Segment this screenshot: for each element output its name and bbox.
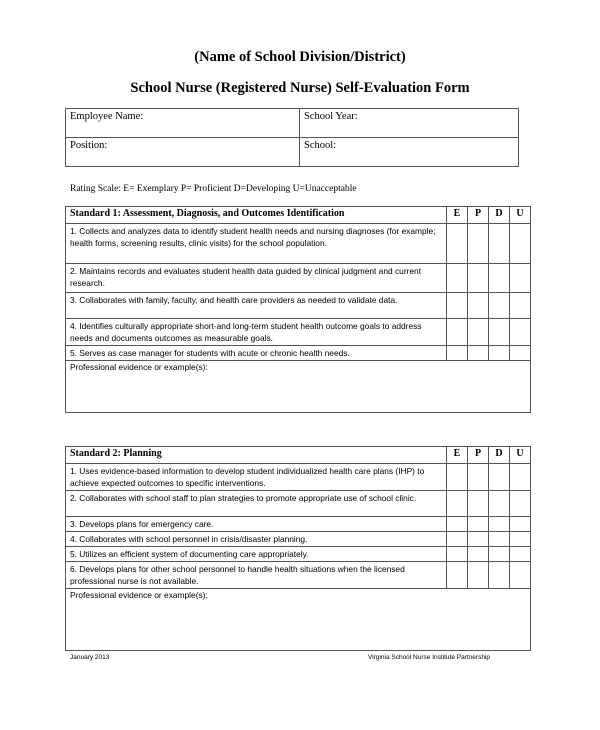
standard-1-item: 2. Maintains records and evaluates student health data guided by clinical judgment and current research.	[66, 264, 447, 293]
rating-cell-d[interactable]	[489, 464, 510, 491]
rating-cell-d[interactable]	[489, 293, 510, 319]
rating-cell-e[interactable]	[447, 346, 468, 361]
rating-header-e: E	[447, 207, 468, 224]
rating-cell-u[interactable]	[510, 547, 531, 562]
rating-cell-d[interactable]	[489, 562, 510, 589]
rating-cell-d[interactable]	[489, 346, 510, 361]
position-field[interactable]: Position:	[66, 138, 300, 167]
standard-2-item: 4. Collaborates with school personnel in crisis/disaster planning.	[66, 532, 447, 547]
form-title: School Nurse (Registered Nurse) Self-Evaluation Form	[130, 80, 470, 96]
employee-info-table	[65, 108, 519, 167]
rating-cell-u[interactable]	[510, 224, 531, 264]
standard-1-evidence[interactable]: Professional evidence or example(s):	[66, 361, 531, 413]
rating-cell-u[interactable]	[510, 319, 531, 346]
rating-cell-p[interactable]	[468, 319, 489, 346]
rating-cell-e[interactable]	[447, 547, 468, 562]
standard-1-table	[65, 206, 531, 413]
rating-scale: Rating Scale: E= Exemplary P= Proficient D=Developing U=Unacceptable	[70, 184, 357, 194]
rating-cell-e[interactable]	[447, 517, 468, 532]
rating-cell-e[interactable]	[447, 464, 468, 491]
rating-header-p: P	[468, 207, 489, 224]
document-title: (Name of School Division/District)	[194, 49, 406, 65]
rating-cell-d[interactable]	[489, 224, 510, 264]
rating-cell-p[interactable]	[468, 517, 489, 532]
school-year-field[interactable]: School Year:	[300, 109, 519, 138]
standard-2-item: 1. Uses evidence-based information to develop student individualized health care plans (IHP) to achieve expected outcomes to specific interventions.	[66, 464, 447, 491]
standard-1-title: Standard 1: Assessment, Diagnosis, and Outcomes Identification	[66, 207, 447, 224]
rating-cell-e[interactable]	[447, 491, 468, 517]
rating-cell-e[interactable]	[447, 224, 468, 264]
rating-cell-p[interactable]	[468, 547, 489, 562]
rating-cell-d[interactable]	[489, 517, 510, 532]
standard-2-table	[65, 446, 531, 651]
rating-cell-p[interactable]	[468, 264, 489, 293]
rating-cell-e[interactable]	[447, 319, 468, 346]
rating-cell-d[interactable]	[489, 547, 510, 562]
rating-cell-p[interactable]	[468, 464, 489, 491]
standard-1-item: 1. Collects and analyzes data to identify student health needs and nursing diagnoses (for example; health forms, screening results, clinic visits) for the school population.	[66, 224, 447, 264]
rating-header-u: U	[510, 447, 531, 464]
rating-cell-p[interactable]	[468, 224, 489, 264]
rating-cell-e[interactable]	[447, 264, 468, 293]
rating-cell-p[interactable]	[468, 491, 489, 517]
rating-cell-d[interactable]	[489, 491, 510, 517]
rating-cell-u[interactable]	[510, 264, 531, 293]
standard-2-item: 2. Collaborates with school staff to plan strategies to promote appropriate use of school clinic.	[66, 491, 447, 517]
rating-header-d: D	[489, 207, 510, 224]
standard-1-item: 5. Serves as case manager for students with acute or chronic health needs.	[66, 346, 447, 361]
rating-cell-d[interactable]	[489, 319, 510, 346]
standard-2-item: 6. Develops plans for other school personnel to handle health situations when the licensed professional nurse is not available.	[66, 562, 447, 589]
footer-date: January 2013	[70, 654, 110, 661]
rating-header-u: U	[510, 207, 531, 224]
standard-2-title: Standard 2: Planning	[66, 447, 447, 464]
standard-2-item: 5. Utilizes an efficient system of documenting care appropriately.	[66, 547, 447, 562]
rating-cell-u[interactable]	[510, 346, 531, 361]
rating-cell-e[interactable]	[447, 562, 468, 589]
standard-2-evidence[interactable]: Professional evidence or example(s):	[66, 589, 531, 651]
school-field[interactable]: School:	[300, 138, 519, 167]
rating-header-p: P	[468, 447, 489, 464]
rating-header-e: E	[447, 447, 468, 464]
rating-cell-u[interactable]	[510, 517, 531, 532]
rating-cell-u[interactable]	[510, 464, 531, 491]
rating-cell-u[interactable]	[510, 293, 531, 319]
rating-cell-u[interactable]	[510, 532, 531, 547]
rating-cell-d[interactable]	[489, 532, 510, 547]
rating-cell-u[interactable]	[510, 562, 531, 589]
standard-1-item: 4. Identifies culturally appropriate short-and long-term student health outcome goals to address needs and documents outcomes as measurable goals.	[66, 319, 447, 346]
standard-1-item: 3. Collaborates with family, faculty, and health care providers as needed to validate data.	[66, 293, 447, 319]
rating-cell-p[interactable]	[468, 562, 489, 589]
rating-header-d: D	[489, 447, 510, 464]
rating-cell-p[interactable]	[468, 346, 489, 361]
rating-cell-p[interactable]	[468, 532, 489, 547]
employee-name-field[interactable]: Employee Name:	[66, 109, 300, 138]
rating-cell-e[interactable]	[447, 293, 468, 319]
rating-cell-u[interactable]	[510, 491, 531, 517]
rating-cell-e[interactable]	[447, 532, 468, 547]
standard-2-item: 3. Develops plans for emergency care.	[66, 517, 447, 532]
footer-organization: Virginia School Nurse Institute Partnership	[368, 654, 490, 661]
rating-cell-p[interactable]	[468, 293, 489, 319]
rating-cell-d[interactable]	[489, 264, 510, 293]
